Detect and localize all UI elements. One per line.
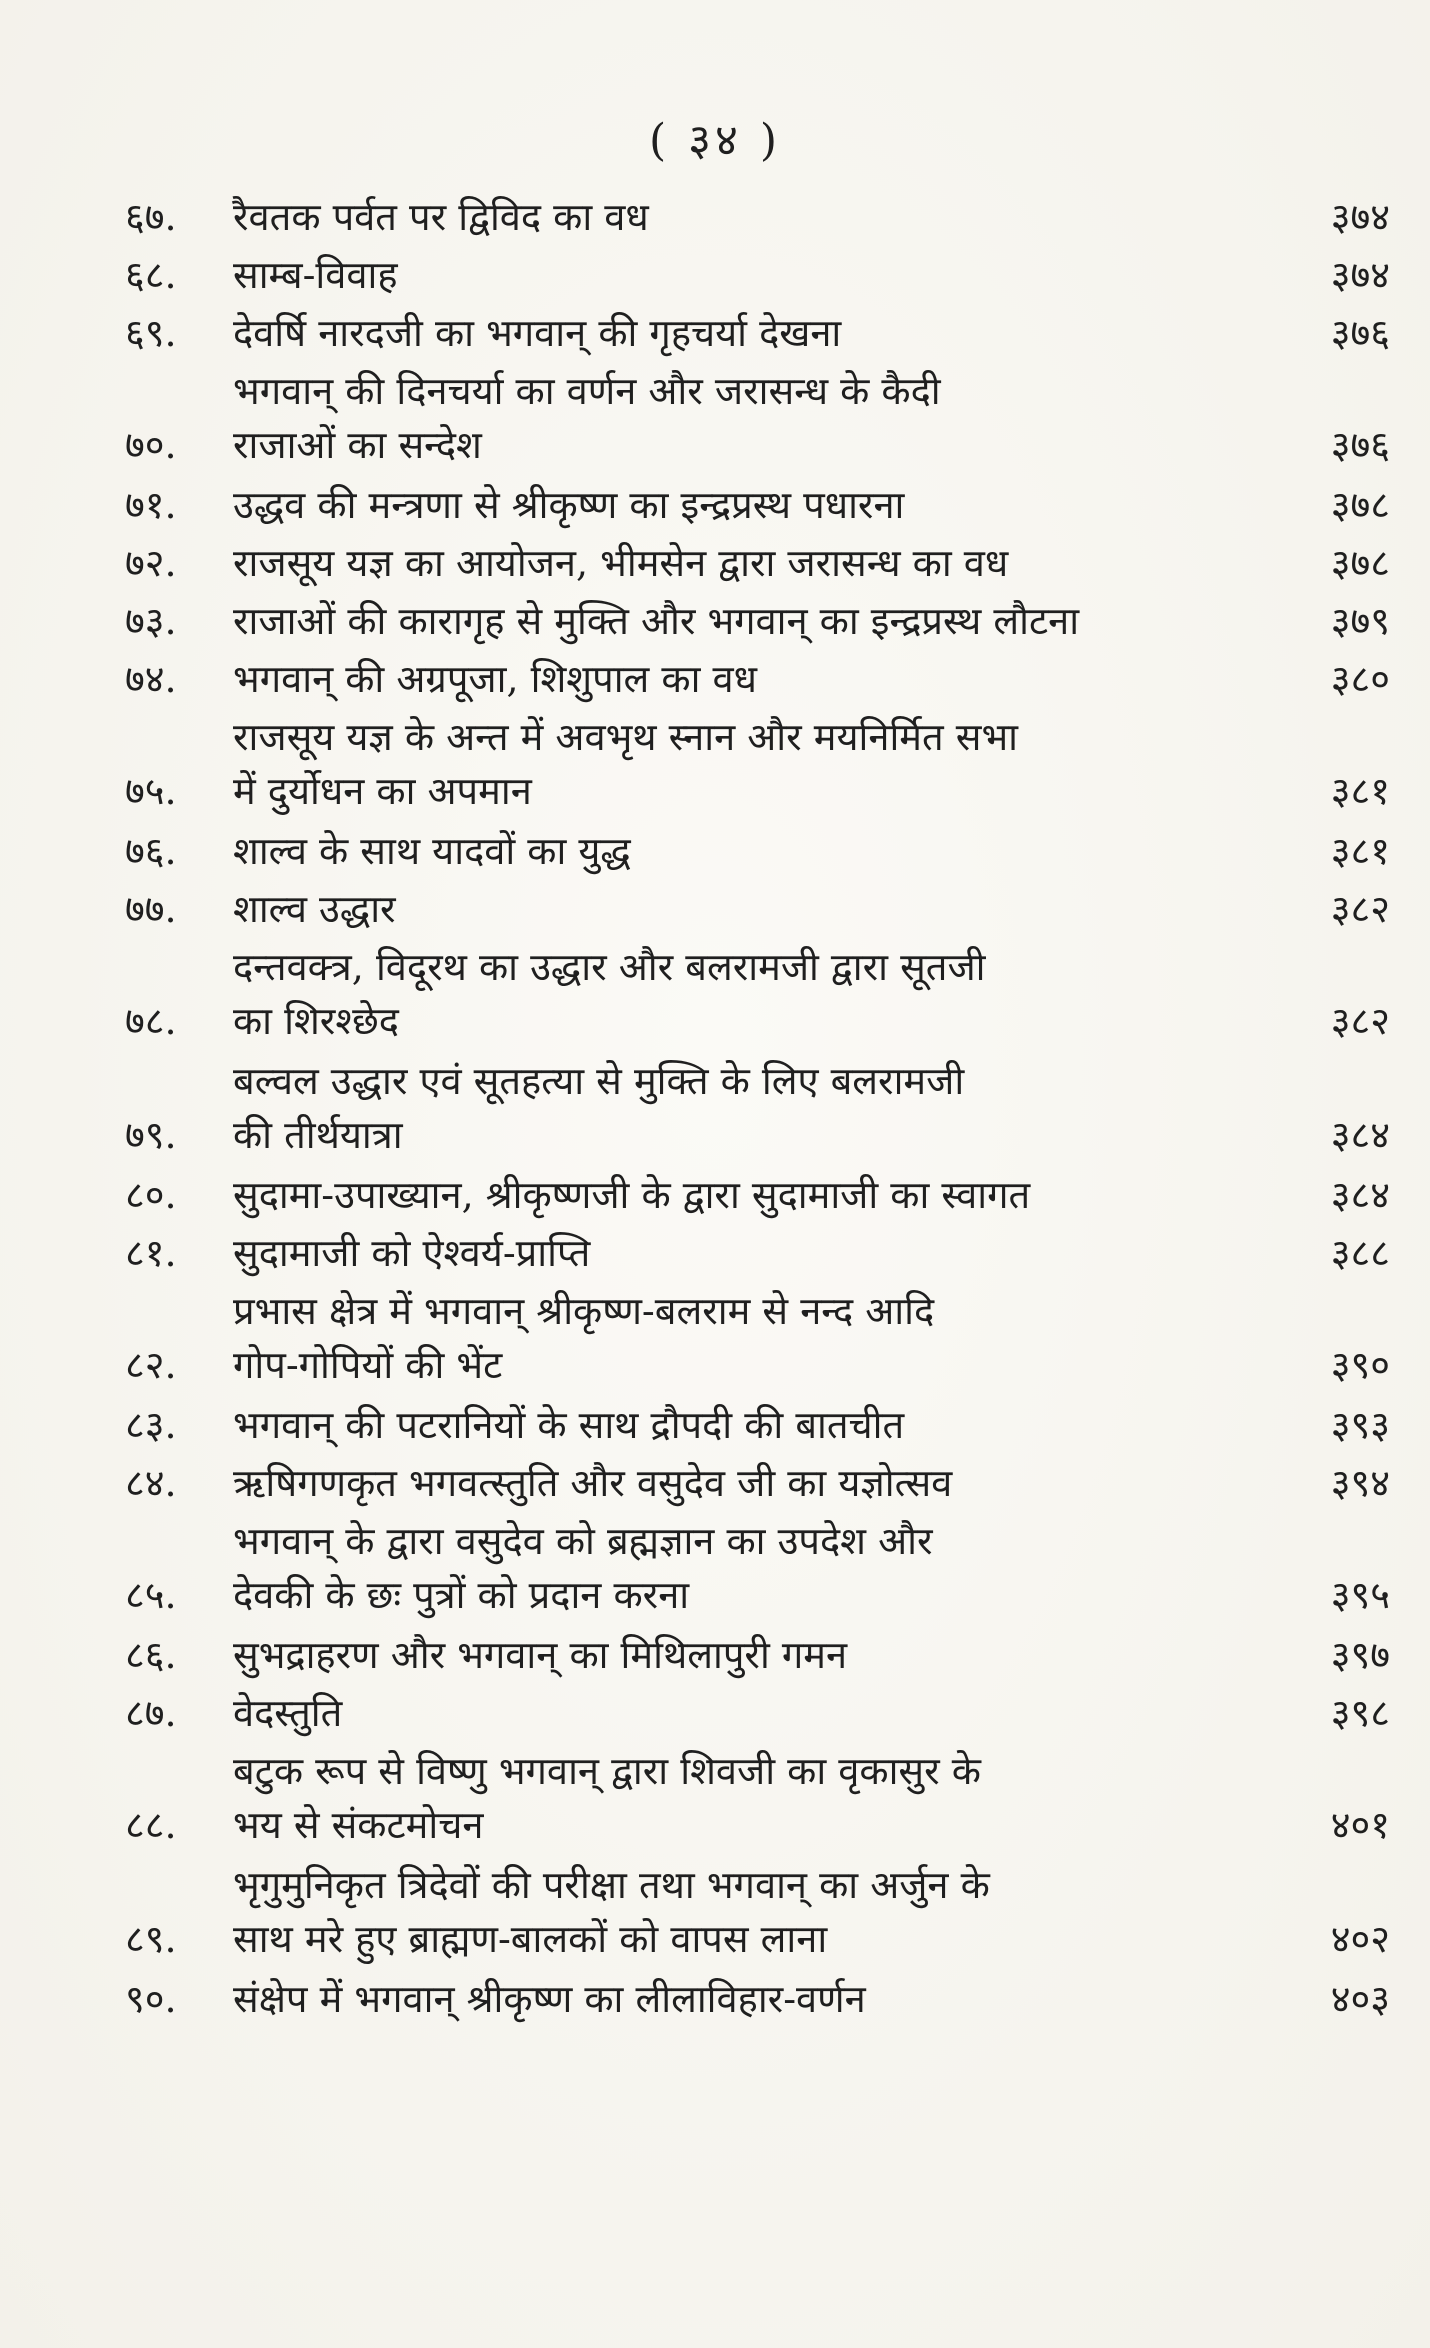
chapter-title-line: बटुक रूप से विष्णु भगवान् द्वारा शिवजी का वृकासुर के bbox=[233, 1749, 981, 1793]
chapter-title bbox=[233, 1514, 1280, 1622]
page-ref: ३७८ bbox=[1330, 483, 1390, 527]
toc-entry bbox=[125, 1514, 1390, 1622]
page-ref: ३८४ bbox=[1330, 1113, 1390, 1157]
chapter-title bbox=[233, 1456, 1280, 1510]
toc-entry bbox=[125, 478, 1390, 532]
page-ref: ३८८ bbox=[1330, 1231, 1390, 1275]
toc-entry bbox=[125, 1744, 1390, 1852]
chapter-title-line: का शिरश्छेद bbox=[233, 999, 399, 1043]
chapter-number: ७३. bbox=[125, 599, 177, 643]
chapter-number: ७५. bbox=[125, 769, 177, 813]
toc-entry bbox=[125, 190, 1390, 244]
chapter-title-line: सुदामाजी को ऐश्वर्य-प्राप्ति bbox=[233, 1231, 591, 1275]
chapter-number: ८१. bbox=[125, 1231, 177, 1275]
chapter-title-line: राजसूय यज्ञ का आयोजन, भीमसेन द्वारा जरासन्ध का वध bbox=[233, 541, 1009, 585]
page-ref: ३९० bbox=[1330, 1343, 1390, 1387]
chapter-title-line: सुदामा-उपाख्यान, श्रीकृष्णजी के द्वारा सुदामाजी का स्वागत bbox=[233, 1173, 1031, 1217]
chapter-number: ७४. bbox=[125, 657, 177, 701]
chapter-title-line: की तीर्थयात्रा bbox=[233, 1113, 403, 1157]
chapter-title bbox=[233, 478, 1280, 532]
page-ref: ३७९ bbox=[1330, 599, 1390, 643]
toc-entry bbox=[125, 652, 1390, 706]
page-ref: ३९८ bbox=[1330, 1691, 1390, 1735]
page-ref: ३८२ bbox=[1330, 999, 1390, 1043]
page-ref: ४०१ bbox=[1330, 1803, 1390, 1847]
chapter-title-line: भय से संकटमोचन bbox=[233, 1803, 484, 1847]
chapter-number: ६८. bbox=[125, 253, 177, 297]
chapter-title bbox=[233, 1398, 1280, 1452]
chapter-title bbox=[233, 1686, 1280, 1740]
toc-entry bbox=[125, 1858, 1390, 1966]
chapter-title bbox=[233, 1858, 1280, 1966]
chapter-title-line: भगवान् की पटरानियों के साथ द्रौपदी की बातचीत bbox=[233, 1403, 905, 1447]
page-ref: ४०२ bbox=[1330, 1917, 1390, 1961]
chapter-title-line: राजसूय यज्ञ के अन्त में अवभृथ स्नान और मयनिर्मित सभा bbox=[233, 715, 1018, 759]
page-ref: ४०३ bbox=[1330, 1977, 1390, 2021]
chapter-title bbox=[233, 594, 1280, 648]
toc-entry bbox=[125, 1284, 1390, 1392]
chapter-title-line: देवर्षि नारदजी का भगवान् की गृहचर्या देखना bbox=[233, 311, 842, 355]
chapter-number: ७९. bbox=[125, 1113, 177, 1157]
chapter-title-line: ऋषिगणकृत भगवत्स्तुति और वसुदेव जी का यज्ञोत्सव bbox=[233, 1461, 953, 1505]
chapter-title-line: भगवान् की दिनचर्या का वर्णन और जरासन्ध के कैदी bbox=[233, 369, 941, 413]
toc-entry bbox=[125, 1686, 1390, 1740]
page-ref: ३९४ bbox=[1330, 1461, 1390, 1505]
chapter-number: ८७. bbox=[125, 1691, 177, 1735]
chapter-title bbox=[233, 1972, 1280, 2026]
chapter-title-line: भगवान् के द्वारा वसुदेव को ब्रह्मज्ञान का उपदेश और bbox=[233, 1519, 933, 1563]
chapter-number: ७१. bbox=[125, 483, 177, 527]
toc-entry bbox=[125, 306, 1390, 360]
toc-entry bbox=[125, 824, 1390, 878]
chapter-title-line: में दुर्योधन का अपमान bbox=[233, 769, 532, 813]
chapter-title-line: शाल्व के साथ यादवों का युद्ध bbox=[233, 829, 631, 873]
chapter-number: ८८. bbox=[125, 1803, 177, 1847]
chapter-number: ८५. bbox=[125, 1573, 177, 1617]
chapter-number: ६९. bbox=[125, 311, 177, 355]
chapter-title-line: संक्षेप में भगवान् श्रीकृष्ण का लीलाविहार-वर्णन bbox=[233, 1977, 866, 2021]
toc-entry bbox=[125, 882, 1390, 936]
chapter-number: ८०. bbox=[125, 1173, 177, 1217]
chapter-title bbox=[233, 306, 1280, 360]
chapter-title bbox=[233, 1628, 1280, 1682]
chapter-title-line: शाल्व उद्धार bbox=[233, 887, 396, 931]
toc-entry bbox=[125, 1168, 1390, 1222]
chapter-title bbox=[233, 536, 1280, 590]
chapter-title bbox=[233, 1054, 1280, 1162]
chapter-title bbox=[233, 1284, 1280, 1392]
chapter-number: ७७. bbox=[125, 887, 177, 931]
chapter-title bbox=[233, 364, 1280, 472]
toc-entry bbox=[125, 364, 1390, 472]
chapter-title bbox=[233, 190, 1280, 244]
chapter-number: ८९. bbox=[125, 1917, 177, 1961]
page-number: ( ३४ ) bbox=[648, 115, 782, 166]
toc-entry bbox=[125, 710, 1390, 818]
page-ref: ३८४ bbox=[1330, 1173, 1390, 1217]
chapter-title-line: राजाओं की कारागृह से मुक्ति और भगवान् का इन्द्रप्रस्थ लौटना bbox=[233, 599, 1080, 643]
chapter-number: ८३. bbox=[125, 1403, 177, 1447]
chapter-title-line: गोप-गोपियों की भेंट bbox=[233, 1343, 503, 1387]
page-ref: ३९५ bbox=[1330, 1573, 1390, 1617]
chapter-title bbox=[233, 1226, 1280, 1280]
toc-entry bbox=[125, 536, 1390, 590]
chapter-title bbox=[233, 652, 1280, 706]
chapter-number: ७२. bbox=[125, 541, 177, 585]
chapter-title-line: साथ मरे हुए ब्राह्मण-बालकों को वापस लाना bbox=[233, 1917, 828, 1961]
toc-entry bbox=[125, 1398, 1390, 1452]
toc-entry bbox=[125, 248, 1390, 302]
chapter-title-line: उद्धव की मन्त्रणा से श्रीकृष्ण का इन्द्रप्रस्थ पधारना bbox=[233, 483, 905, 527]
chapter-title-line: प्रभास क्षेत्र में भगवान् श्रीकृष्ण-बलराम से नन्द आदि bbox=[233, 1289, 935, 1333]
chapter-number: ७०. bbox=[125, 423, 177, 467]
chapter-title-line: देवकी के छः पुत्रों को प्रदान करना bbox=[233, 1573, 690, 1617]
page-ref: ३७८ bbox=[1330, 541, 1390, 585]
page-ref: ३८१ bbox=[1330, 769, 1390, 813]
chapter-title-line: सुभद्राहरण और भगवान् का मिथिलापुरी गमन bbox=[233, 1633, 848, 1677]
chapter-title-line: भृगुमुनिकृत त्रिदेवों की परीक्षा तथा भगवान् का अर्जुन के bbox=[233, 1863, 990, 1907]
page-ref: ३७४ bbox=[1330, 195, 1390, 239]
toc-entry bbox=[125, 1972, 1390, 2026]
page-ref: ३८० bbox=[1330, 657, 1390, 701]
chapter-title-line: भगवान् की अग्रपूजा, शिशुपाल का वध bbox=[233, 657, 757, 701]
chapter-title bbox=[233, 1168, 1280, 1222]
page-ref: ३८१ bbox=[1330, 829, 1390, 873]
chapter-number: ८४. bbox=[125, 1461, 177, 1505]
toc-entry bbox=[125, 1456, 1390, 1510]
toc-entry bbox=[125, 1226, 1390, 1280]
page-ref: ३९३ bbox=[1330, 1403, 1390, 1447]
chapter-number: ८२. bbox=[125, 1343, 177, 1387]
chapter-title bbox=[233, 824, 1280, 878]
chapter-number: ८६. bbox=[125, 1633, 177, 1677]
page-ref: ३७६ bbox=[1330, 423, 1390, 467]
toc-entry bbox=[125, 594, 1390, 648]
chapter-number: ९०. bbox=[125, 1977, 177, 2021]
page-ref: ३७६ bbox=[1330, 311, 1390, 355]
page-ref: ३७४ bbox=[1330, 253, 1390, 297]
chapter-title-line: साम्ब-विवाह bbox=[233, 253, 398, 297]
chapter-title bbox=[233, 940, 1280, 1048]
chapter-title-line: वेदस्तुति bbox=[233, 1691, 343, 1735]
chapter-number: ६७. bbox=[125, 195, 177, 239]
chapter-title-line: रैवतक पर्वत पर द्विविद का वध bbox=[233, 195, 649, 239]
page-ref: ३९७ bbox=[1330, 1633, 1390, 1677]
chapter-title-line: बल्वल उद्धार एवं सूतहत्या से मुक्ति के लिए बलरामजी bbox=[233, 1059, 965, 1103]
chapter-title bbox=[233, 1744, 1280, 1852]
chapter-title bbox=[233, 710, 1280, 818]
toc-entry bbox=[125, 940, 1390, 1048]
table-of-contents bbox=[125, 190, 1390, 2030]
toc-entry bbox=[125, 1054, 1390, 1162]
chapter-title bbox=[233, 248, 1280, 302]
chapter-number: ७६. bbox=[125, 829, 177, 873]
toc-entry bbox=[125, 1628, 1390, 1682]
chapter-title-line: दन्तवक्त्र, विदूरथ का उद्धार और बलरामजी द्वारा सूतजी bbox=[233, 945, 986, 989]
chapter-number: ७८. bbox=[125, 999, 177, 1043]
page-ref: ३८२ bbox=[1330, 887, 1390, 931]
chapter-title bbox=[233, 882, 1280, 936]
chapter-title-line: राजाओं का सन्देश bbox=[233, 423, 482, 467]
